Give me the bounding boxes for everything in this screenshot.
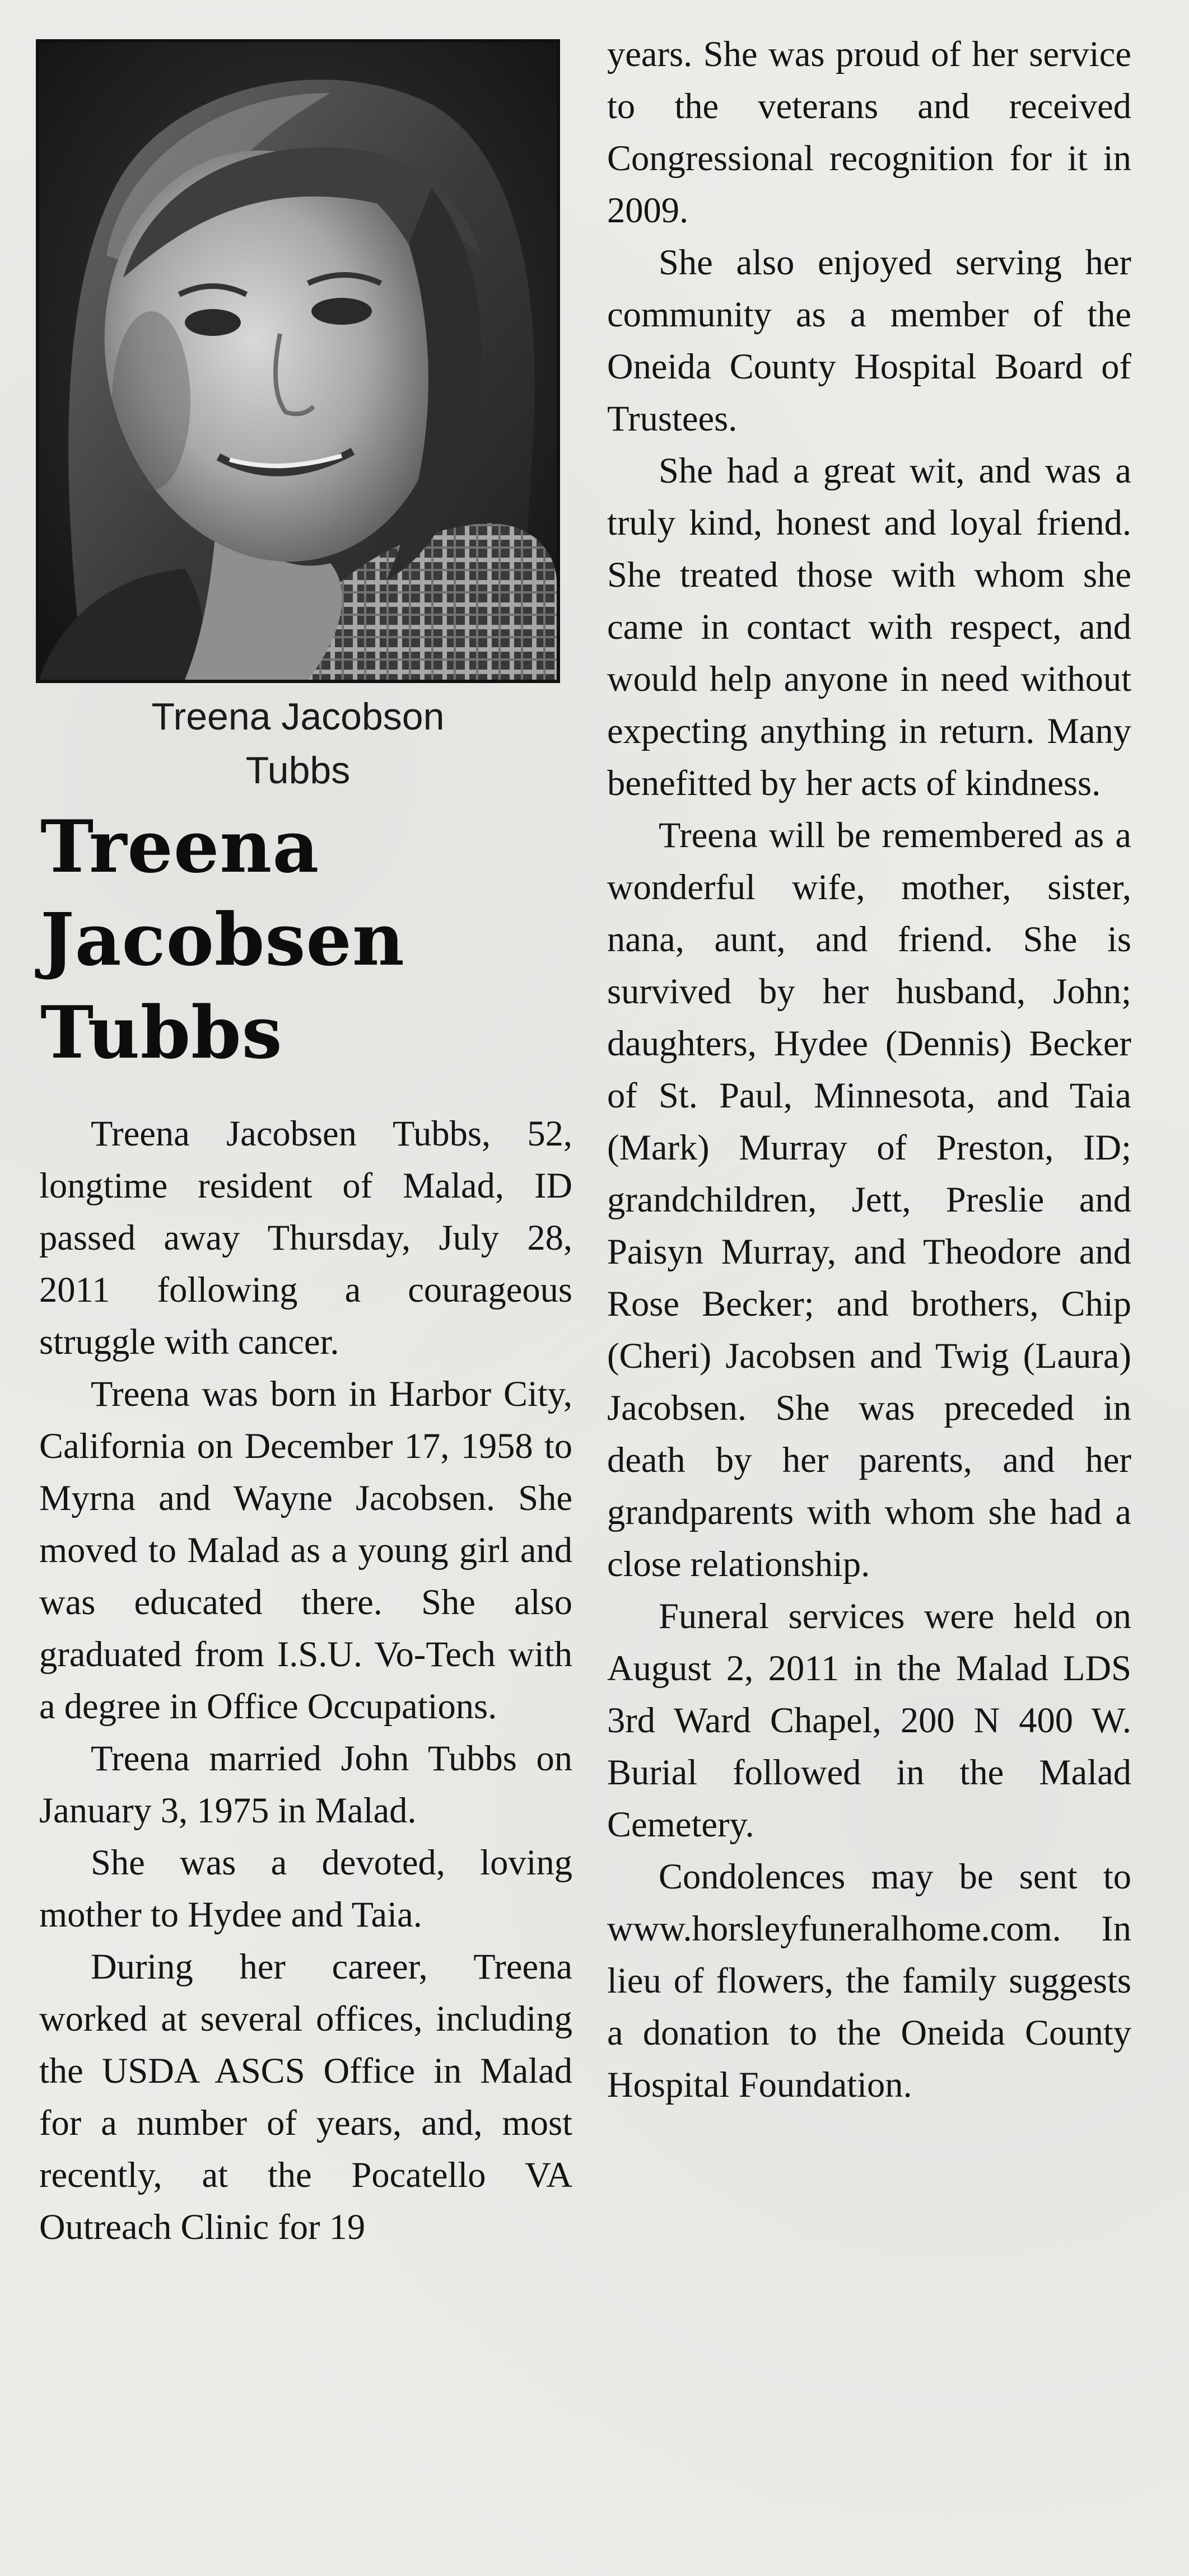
headline-line-3: Tubbs bbox=[40, 991, 283, 1075]
portrait-photo-icon bbox=[39, 43, 557, 680]
left-column-text bbox=[39, 1107, 572, 2253]
paragraph: Treena Jacobsen Tubbs, 52, longtime resident of Malad, ID passed away Thursday, July 28, 2011 following a courageous struggle with cancer. bbox=[39, 1114, 572, 1362]
paragraph: Treena will be remembered as a wonderful wife, mother, sister, nana, aunt, and friend. She is survived by her husband, John; daughters, Hydee (Dennis) Becker of St. Paul, Minnesota, and Taia (Mark) Murray of Preston, ID; grandchildren, Jett, Preslie and Paisyn Murray, and Theodore and Rose Becker; and brothers, Chip (Cheri) Jacobsen and Twig (Laura) Jacobsen. She was preceded in death by her parents, and her grandparents with whom she had a close relationship. bbox=[607, 815, 1131, 1584]
paragraph: Treena was born in Harbor City, California on December 17, 1958 to Myrna and Wayne Jacobsen. She moved to Malad as a young girl and was educated there. She also graduated from I.S.U. Vo-Tech with a degree in Office Occupations. bbox=[39, 1374, 572, 1726]
paragraph: She had a great wit, and was a truly kind, honest and loyal friend. She treated those with whom she came in contact with respect, and would help anyone in need without expecting anything in return. Many benefitted by her acts of kindness. bbox=[607, 451, 1131, 803]
paragraph: Funeral services were held on August 2, 2011 in the Malad LDS 3rd Ward Chapel, 200 N 400 W. Burial followed in the Malad Cemetery. bbox=[607, 1596, 1131, 1844]
paragraph: She also enjoyed serving her community as a member of the Oneida County Hospital Board of Trustees. bbox=[607, 242, 1131, 438]
headline-line-1: Treena bbox=[40, 805, 320, 889]
paragraph: Treena married John Tubbs on January 3, 1975 in Malad. bbox=[39, 1738, 572, 1830]
paragraph: years. She was proud of her service to the veterans and received Congressional recognition for it in 2009. bbox=[607, 34, 1131, 230]
paragraph: Condolences may be sent to www.horsleyfuneralhome.com. In lieu of flowers, the family suggests a donation to the Oneida County Hospital Foundation. bbox=[607, 1857, 1131, 2105]
caption-line-2: Tubbs bbox=[245, 749, 351, 792]
caption-line-1: Treena Jacobson bbox=[151, 695, 445, 738]
obituary-headline bbox=[40, 801, 567, 1079]
paragraph: During her career, Treena worked at several offices, including the USDA ASCS Office in Malad for a number of years, and, most recently, at the Pocatello VA Outreach Clinic for 19 bbox=[39, 1947, 572, 2247]
right-column-text bbox=[607, 28, 1131, 2111]
photo-caption bbox=[36, 690, 560, 797]
paragraph: She was a devoted, loving mother to Hydee and Taia. bbox=[39, 1843, 572, 1934]
headline-line-2: Jacobsen bbox=[40, 898, 405, 982]
portrait-photo bbox=[36, 39, 560, 683]
